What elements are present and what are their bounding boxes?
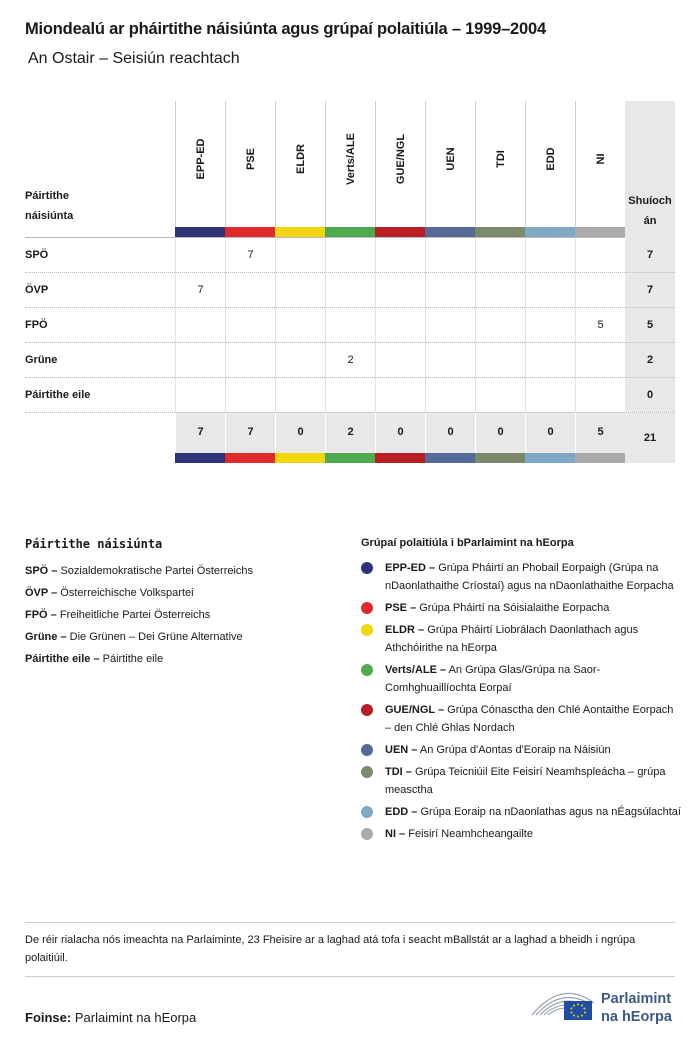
column-header-label: EPP-ED bbox=[194, 138, 207, 180]
seat-cell bbox=[425, 308, 475, 343]
group-color-dot bbox=[361, 704, 373, 716]
group-color-band bbox=[475, 453, 525, 463]
seats-header-line1: Shuíoch bbox=[628, 195, 672, 207]
seat-cell: 2 bbox=[325, 343, 375, 378]
legend-name: Freiheitliche Partei Österreichs bbox=[59, 609, 211, 621]
seat-cell bbox=[225, 308, 275, 343]
row-total: 0 bbox=[646, 389, 654, 401]
seat-cell bbox=[375, 378, 425, 413]
legend-name: Grúpa Cónasctha den Chlé Aontaithe Eorpach – den Chlé Ghlas Nordach bbox=[385, 704, 674, 734]
seat-cell bbox=[325, 308, 375, 343]
group-legend-item bbox=[361, 803, 681, 821]
table-row bbox=[25, 343, 675, 378]
legend-name: Grúpa Pháirtí an Phobail Eorpaigh (Grúpa na nDaonlathaithe Críostaí) agus na nDaonlathaithe Eorpacha bbox=[385, 562, 674, 592]
group-color-dot bbox=[361, 806, 373, 818]
table-row bbox=[25, 378, 675, 413]
legend-abbr: Páirtithe eile – bbox=[25, 653, 100, 665]
seat-cell bbox=[325, 238, 375, 273]
legend-name: An Grúpa Glas/Grúpa na Saor-Comhghuaillíochta Eorpaí bbox=[385, 664, 601, 694]
legend-abbr: EPP-ED – bbox=[385, 562, 436, 574]
seat-cell bbox=[225, 273, 275, 308]
seat-cell bbox=[375, 308, 425, 343]
logo-text-line2: na hEorpa bbox=[601, 1009, 672, 1025]
group-color-band bbox=[525, 227, 575, 237]
group-color-band bbox=[575, 453, 625, 463]
table-row bbox=[25, 238, 675, 273]
seat-cell bbox=[375, 343, 425, 378]
column-header-label: NI bbox=[594, 153, 607, 165]
column-header bbox=[375, 101, 425, 227]
party-label: Grüne bbox=[25, 354, 58, 366]
legend-name: Páirtithe eile bbox=[102, 653, 164, 665]
column-header-label: UEN bbox=[444, 147, 457, 171]
legend-abbr: UEN – bbox=[385, 744, 418, 756]
group-color-dot bbox=[361, 766, 373, 778]
column-total: 5 bbox=[575, 412, 625, 453]
column-header bbox=[475, 101, 525, 227]
seat-cell bbox=[425, 273, 475, 308]
footnote: De réir rialacha nós imeachta na Parlaiminte, 23 Fheisire ar a laghad atá tofa i seacht mBallstát ar a laghad a bheidh i ngrúpa polaitiúil. bbox=[25, 922, 675, 977]
seat-cell bbox=[575, 238, 625, 273]
group-legend-item bbox=[361, 661, 681, 697]
column-header bbox=[275, 101, 325, 227]
seat-cell bbox=[175, 238, 225, 273]
national-legend-item bbox=[25, 626, 335, 648]
row-header-line1: Páirtithe bbox=[25, 190, 70, 202]
group-color-band bbox=[575, 227, 625, 237]
page-title: Miondealú ar pháirtithe náisiúnta agus grúpaí polaitiúla – 1999–2004 bbox=[25, 20, 546, 38]
legend-abbr: Grüne – bbox=[25, 631, 67, 643]
source-value: Parlaimint na hEorpa bbox=[74, 1010, 197, 1025]
national-legend-heading: Páirtithe náisiúnta bbox=[25, 537, 163, 551]
column-header-label: PSE bbox=[244, 147, 257, 171]
seat-cell bbox=[225, 378, 275, 413]
group-color-band bbox=[425, 227, 475, 237]
column-header bbox=[225, 101, 275, 227]
column-totals-row bbox=[175, 412, 625, 453]
column-total: 7 bbox=[175, 412, 225, 453]
row-header bbox=[25, 186, 73, 226]
source-label: Foinse: bbox=[25, 1010, 72, 1025]
seat-cell bbox=[475, 343, 525, 378]
seat-cell bbox=[275, 308, 325, 343]
seat-cell bbox=[325, 273, 375, 308]
group-color-band bbox=[375, 453, 425, 463]
row-total: 2 bbox=[646, 354, 654, 366]
seat-cell bbox=[475, 308, 525, 343]
column-total: 0 bbox=[375, 412, 425, 453]
seat-cell bbox=[525, 238, 575, 273]
legend-abbr: TDI – bbox=[385, 766, 412, 778]
seats-header bbox=[625, 191, 675, 231]
group-color-band bbox=[375, 227, 425, 237]
group-color-dot bbox=[361, 664, 373, 676]
group-legend-item bbox=[361, 701, 681, 737]
legend-abbr: EDD – bbox=[385, 806, 418, 818]
seat-cell bbox=[575, 378, 625, 413]
seat-cell bbox=[275, 273, 325, 308]
national-legend-item bbox=[25, 560, 335, 582]
column-total: 0 bbox=[475, 412, 525, 453]
legend-name: Die Grünen – Dei Grüne Alternative bbox=[69, 631, 243, 643]
row-total: 5 bbox=[646, 319, 654, 331]
column-header-label: TDI bbox=[494, 150, 507, 168]
group-color-band bbox=[225, 227, 275, 237]
national-legend-item bbox=[25, 648, 335, 670]
seat-cell: 7 bbox=[175, 273, 225, 308]
row-total: 7 bbox=[646, 249, 654, 261]
seat-cell bbox=[175, 378, 225, 413]
column-total: 0 bbox=[275, 412, 325, 453]
national-parties-legend bbox=[25, 537, 335, 670]
legend-name: Österreichische Volkspartei bbox=[60, 587, 194, 599]
seat-cell bbox=[425, 378, 475, 413]
column-total: 7 bbox=[225, 412, 275, 453]
legend-name: An Grúpa d'Aontas d'Eoraip na Náisiún bbox=[419, 744, 611, 756]
seat-cell bbox=[225, 343, 275, 378]
column-header bbox=[425, 101, 475, 227]
seat-cell bbox=[275, 238, 325, 273]
legend-name: Grúpa Teicniúil Eite Feisirí Neamhspleácha – grúpa measctha bbox=[385, 766, 666, 796]
legend-name: Sozialdemokratische Partei Österreichs bbox=[60, 565, 254, 577]
group-color-dot bbox=[361, 624, 373, 636]
legend-abbr: GUE/NGL – bbox=[385, 704, 445, 716]
seats-header-line2: án bbox=[643, 215, 657, 227]
logo-text-line1: Parlaimint bbox=[601, 991, 672, 1007]
group-color-band bbox=[475, 227, 525, 237]
row-total: 7 bbox=[646, 284, 654, 296]
legend-abbr: NI – bbox=[385, 828, 406, 840]
table-row bbox=[25, 273, 675, 308]
column-header-label: GUE/NGL bbox=[394, 133, 407, 185]
legend-abbr: FPÖ – bbox=[25, 609, 57, 621]
group-legend-item bbox=[361, 741, 681, 759]
column-header-label: ELDR bbox=[294, 144, 307, 174]
column-header-label: Verts/ALE bbox=[344, 133, 357, 185]
legend-name: Grúpa Pháirtí Liobrálach Daonlathach agus Athchóirithe na hEorpa bbox=[385, 624, 639, 654]
group-legend-item bbox=[361, 621, 681, 657]
group-legend-item bbox=[361, 559, 681, 595]
group-color-dot bbox=[361, 828, 373, 840]
group-color-band bbox=[275, 227, 325, 237]
seat-cell bbox=[375, 238, 425, 273]
group-legend-item bbox=[361, 763, 681, 799]
group-color-band bbox=[175, 453, 225, 463]
seat-cell bbox=[475, 273, 525, 308]
row-header-line2: náisiúnta bbox=[25, 210, 74, 222]
legend-name: Grúpa Pháirtí na Sóisialaithe Eorpacha bbox=[419, 602, 610, 614]
group-legend-item bbox=[361, 825, 681, 843]
group-color-band bbox=[325, 227, 375, 237]
legend-name: Feisirí Neamhcheangailte bbox=[408, 828, 533, 840]
seat-cell bbox=[275, 378, 325, 413]
legend-name: Grúpa Eoraip na nDaonlathas agus na nÉagsúlachtaí bbox=[420, 806, 681, 818]
seat-cell bbox=[325, 378, 375, 413]
seat-cell bbox=[525, 308, 575, 343]
column-total: 0 bbox=[525, 412, 575, 453]
party-label: ÖVP bbox=[25, 284, 49, 296]
party-label: SPÖ bbox=[25, 249, 49, 261]
logo-text bbox=[601, 990, 672, 1026]
seat-cell bbox=[575, 343, 625, 378]
group-color-band bbox=[275, 453, 325, 463]
group-color-band bbox=[175, 227, 225, 237]
seat-cell bbox=[275, 343, 325, 378]
group-color-band bbox=[325, 453, 375, 463]
political-groups-legend bbox=[361, 537, 681, 847]
seat-cell bbox=[175, 343, 225, 378]
seat-cell bbox=[525, 343, 575, 378]
seat-cell bbox=[175, 308, 225, 343]
seat-cell bbox=[575, 273, 625, 308]
legend-abbr: ÖVP – bbox=[25, 587, 58, 599]
legend-abbr: Verts/ALE – bbox=[385, 664, 447, 676]
grand-total: 21 bbox=[625, 412, 675, 463]
seat-cell: 7 bbox=[225, 238, 275, 273]
column-total: 0 bbox=[425, 412, 475, 453]
legend-abbr: SPÖ – bbox=[25, 565, 58, 577]
seat-cell bbox=[475, 238, 525, 273]
group-color-band bbox=[525, 453, 575, 463]
group-legend-item bbox=[361, 599, 681, 617]
column-header bbox=[575, 101, 625, 227]
seats-table bbox=[25, 101, 675, 463]
seat-cell bbox=[525, 273, 575, 308]
column-total: 2 bbox=[325, 412, 375, 453]
seat-cell bbox=[475, 378, 525, 413]
party-label: FPÖ bbox=[25, 319, 48, 331]
legend-abbr: ELDR – bbox=[385, 624, 425, 636]
group-color-band bbox=[225, 453, 275, 463]
page-subtitle: An Ostair – Seisiún reachtach bbox=[28, 50, 240, 67]
seat-cell bbox=[425, 238, 475, 273]
legend-abbr: PSE – bbox=[385, 602, 417, 614]
national-legend-item bbox=[25, 582, 335, 604]
group-color-dot bbox=[361, 562, 373, 574]
group-color-band bbox=[425, 453, 475, 463]
column-header bbox=[325, 101, 375, 227]
seat-cell: 5 bbox=[575, 308, 625, 343]
seat-cell bbox=[525, 378, 575, 413]
column-header-label: EDD bbox=[544, 147, 557, 171]
seat-cell bbox=[375, 273, 425, 308]
source bbox=[25, 1010, 196, 1025]
group-color-dot bbox=[361, 602, 373, 614]
group-color-dot bbox=[361, 744, 373, 756]
column-header bbox=[525, 101, 575, 227]
national-legend-item bbox=[25, 604, 335, 626]
column-header bbox=[175, 101, 225, 227]
party-label: Páirtithe eile bbox=[25, 389, 91, 401]
groups-legend-heading: Grúpaí polaitiúla i bParlaimint na hEorpa bbox=[361, 537, 574, 549]
seat-cell bbox=[425, 343, 475, 378]
table-row bbox=[25, 308, 675, 343]
